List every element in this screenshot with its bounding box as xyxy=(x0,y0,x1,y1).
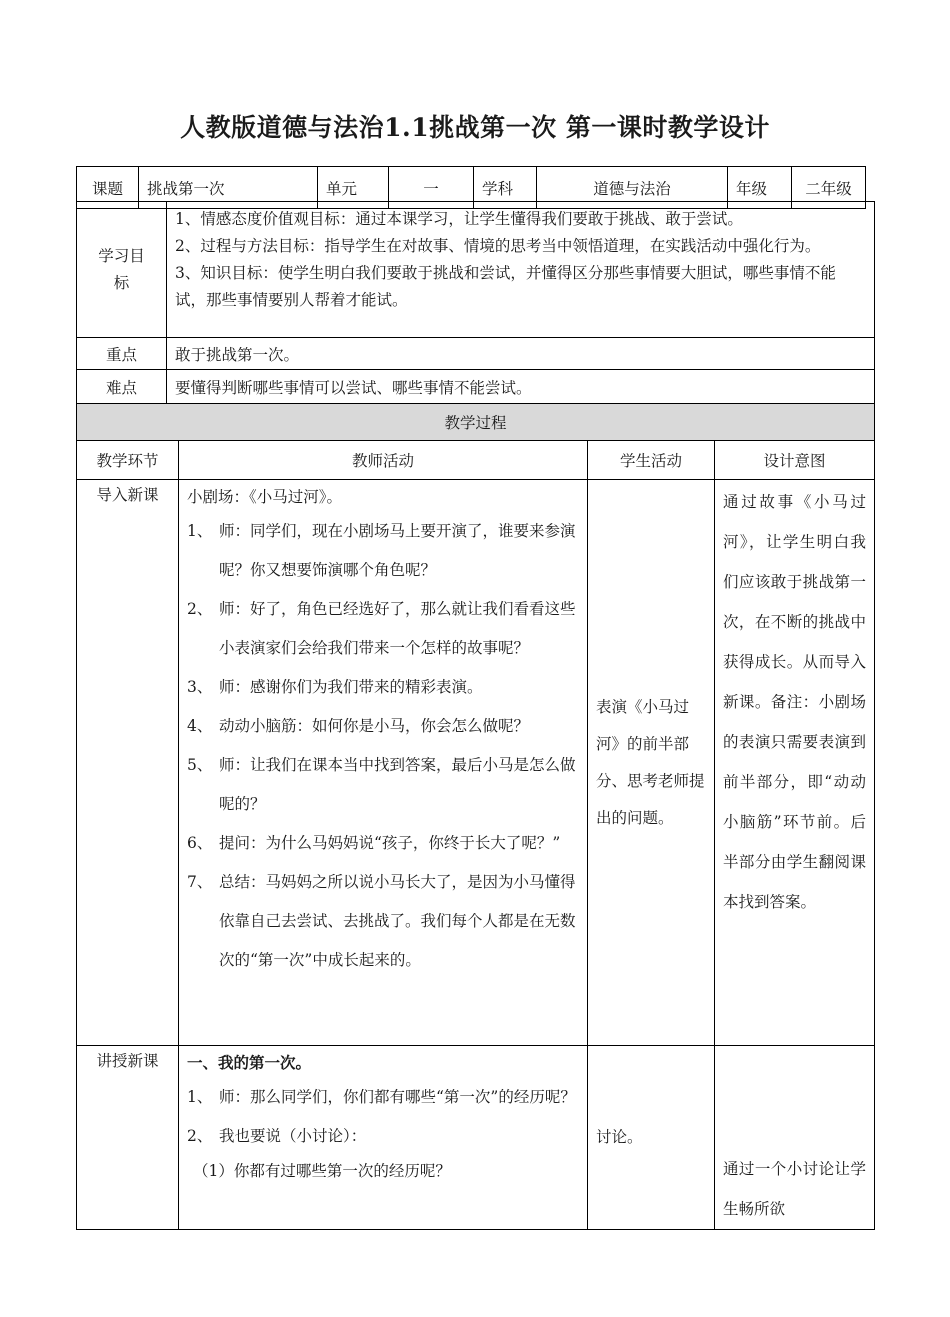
activity-lead: 小剧场：《小马过河》。 xyxy=(187,488,343,506)
sub-item: （1）你都有过哪些第一次的经历呢？ xyxy=(193,1162,451,1180)
subject-value: 挑战第一次 xyxy=(139,167,318,209)
keypoint-label: 重点 xyxy=(77,338,167,370)
list-item: 3、 师：感谢你们为我们带来的精彩表演。 xyxy=(187,678,483,696)
goals-label: 学习目标 xyxy=(77,202,167,338)
column-header: 教学环节 xyxy=(77,441,179,480)
goal-item: 3、知识目标：使学生明白我们要敢于挑战和尝试，并懂得区分那些事情要大胆试，哪些事情不能试，那些事情要别人帮着才能试。 xyxy=(175,264,836,309)
goals-content xyxy=(167,202,875,338)
student-activity-cell: 讨论。 xyxy=(588,1046,715,1230)
course-value: 道德与法治 xyxy=(537,167,728,209)
subject-label: 课题 xyxy=(77,167,139,209)
list-item: 1、 师：那么同学们，你们都有哪些“第一次”的经历呢？ xyxy=(187,1088,576,1106)
student-activity-cell: 表演《小马过河》的前半部分、思考老师提出的问题。 xyxy=(588,480,715,1046)
list-item: 4、 动动小脑筋：如何你是小马，你会怎么做呢？ xyxy=(187,717,530,735)
goals-table xyxy=(76,201,875,404)
goal-item: 2、过程与方法目标：指导学生在对故事、情境的思考当中领悟道理，在实践活动中强化行为。 xyxy=(175,237,821,255)
grade-value: 二年级 xyxy=(792,167,866,209)
teacher-activity-cell xyxy=(179,1046,588,1230)
grade-label: 年级 xyxy=(728,167,792,209)
list-item: 7、 总结：马妈妈之所以说小马长大了，是因为小马懂得依靠自己去尝试、去挑战了。我们每个人都是在无数次的“第一次”中成长起来的。 xyxy=(187,873,576,969)
goal-item: 1、情感态度价值观目标：通过本课学习，让学生懂得我们要敢于挑战、敢于尝试。 xyxy=(175,210,743,228)
unit-value: 一 xyxy=(389,167,474,209)
document-title: 人教版道德与法治1.1挑战第一次 第一课时教学设计 xyxy=(180,113,770,142)
design-intent-cell: 通过一个小讨论让学生畅所欲 xyxy=(715,1046,875,1230)
list-item: 2、 我也要说（小讨论）： xyxy=(187,1127,367,1145)
list-item: 1、 师：同学们，现在小剧场马上要开演了，谁要来参演呢？你又想要饰演哪个角色呢？ xyxy=(187,522,576,579)
difficulty-label: 难点 xyxy=(77,370,167,404)
keypoint-value: 敢于挑战第一次。 xyxy=(167,338,875,370)
column-header: 设计意图 xyxy=(715,441,875,480)
list-item: 6、 提问：为什么马妈妈说“孩子，你终于长大了呢？” xyxy=(187,834,561,852)
stage-cell: 讲授新课 xyxy=(77,1046,179,1230)
difficulty-value: 要懂得判断哪些事情可以尝试、哪些事情不能尝试。 xyxy=(167,370,875,404)
table-row xyxy=(77,1046,875,1230)
column-header: 学生活动 xyxy=(588,441,715,480)
column-header: 教师活动 xyxy=(179,441,588,480)
process-header: 教学过程 xyxy=(77,404,875,441)
teacher-activity-cell xyxy=(179,480,588,1046)
stage-cell: 导入新课 xyxy=(77,480,179,1046)
unit-label: 单元 xyxy=(318,167,389,209)
table-row xyxy=(77,480,875,1046)
course-label: 学科 xyxy=(474,167,537,209)
process-table xyxy=(76,403,875,1230)
list-item: 2、 师：好了，角色已经选好了，那么就让我们看看这些小表演家们会给我们带来一个怎样的故事呢？ xyxy=(187,600,576,657)
section-heading: 一、我的第一次。 xyxy=(187,1053,312,1072)
design-intent-cell: 通过故事《小马过河》，让学生明白我们应该敢于挑战第一次，在不断的挑战中获得成长。从而导入新课。备注：小剧场的表演只需要表演到前半部分，即“动动小脑筋”环节前。后半部分由学生翻阅课本找到答案。 xyxy=(715,480,875,1046)
list-item: 5、 师：让我们在课本当中找到答案，最后小马是怎么做呢的？ xyxy=(187,756,576,813)
